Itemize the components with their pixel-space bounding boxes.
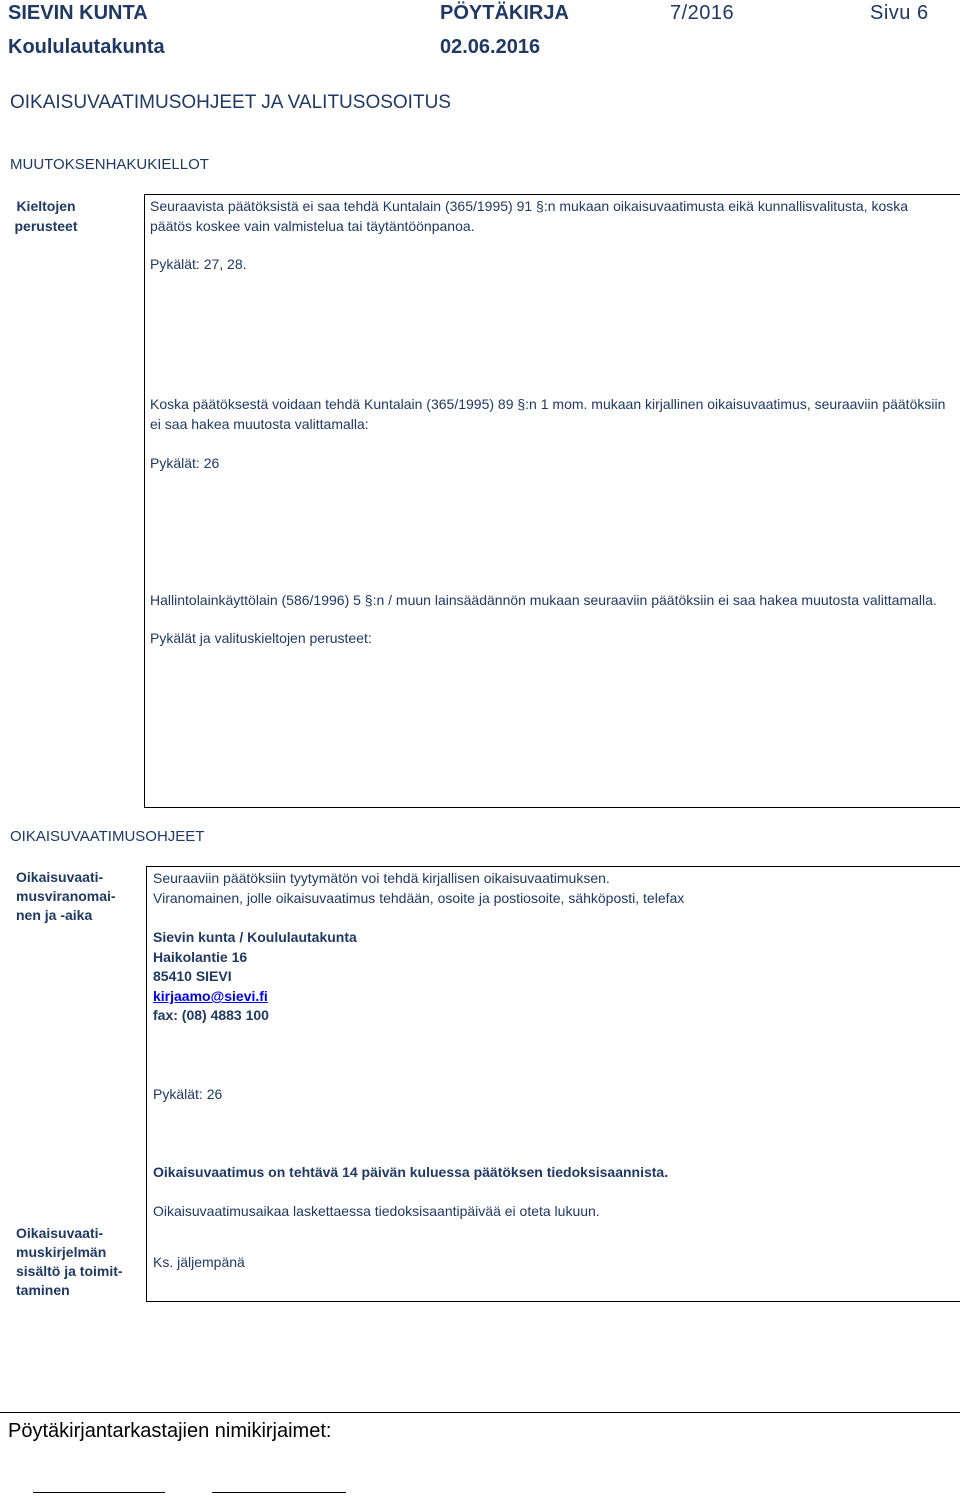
committee-name: Koululautakunta [8, 36, 165, 58]
authority-label-line: nen ja -aika [16, 907, 93, 923]
bans-p2-sections: Pykälät: 26 [150, 455, 220, 471]
authority-label-line: Oikaisuvaati- [16, 869, 104, 885]
email-link[interactable]: kirjaamo@sievi.fi [153, 988, 268, 1004]
bans-p1-line: Seuraavista päätöksistä ei saa tehdä Kuntalain (365/1995) 91 §:n mukaan oikaisuvaatimusta eikä kunnallisvalitusta, koska [150, 198, 909, 214]
bans-p3-line: Hallintolainkäyttölain (586/1996) 5 §:n / muun lainsäädännön mukaan seuraaviin päätöksiin ei saa hakea muutosta valittamalla. [150, 592, 937, 608]
bans-heading: MUUTOKSENHAKUKIELLOT [10, 156, 209, 173]
claim-content-label-line: muskirjelmän [16, 1244, 107, 1260]
authority-label-line: musviranomai- [16, 888, 116, 904]
org-name: SIEVIN KUNTA [8, 2, 148, 24]
meeting-date: 02.06.2016 [440, 36, 541, 58]
doc-type: PÖYTÄKIRJA [440, 2, 569, 24]
signature-line [33, 1492, 165, 1493]
authority-fax: fax: (08) 4883 100 [153, 1007, 269, 1023]
claim-content-label-line: taminen [16, 1282, 70, 1298]
deadline-note: Oikaisuvaatimusaikaa laskettaessa tiedoksisaantipäivää ei oteta lukuun. [153, 1203, 600, 1219]
bans-p1-line: päätös koskee vain valmistelua tai täytäntöönpanoa. [150, 218, 475, 234]
see-below-text: Ks. jäljempänä [153, 1254, 245, 1270]
bans-label [14, 196, 78, 236]
bans-label-line: perusteet [14, 218, 78, 234]
bans-p2-line: Koska päätöksestä voidaan tehdä Kuntalain (365/1995) 89 §:n 1 mom. mukaan kirjallinen oikaisuvaatimus, seuraaviin päätöksiin [150, 396, 946, 412]
instructions-line: Viranomainen, jolle oikaisuvaatimus tehdään, osoite ja postiosoite, sähköposti, telefax [153, 890, 685, 906]
bans-p2-line: ei saa hakea muutosta valittamalla: [150, 416, 369, 432]
claim-content-label-line: Oikaisuvaati- [16, 1225, 104, 1241]
signature-line [212, 1492, 346, 1493]
deadline-text: Oikaisuvaatimus on tehtävä 14 päivän kuluessa päätöksen tiedoksisaannista. [153, 1164, 669, 1180]
claim-content-label-line: sisältö ja toimit- [16, 1263, 123, 1279]
page-title: OIKAISUVAATIMUSOHJEET JA VALITUSOSOITUS [10, 92, 451, 113]
bans-label-line: Kieltojen [16, 198, 76, 214]
doc-number: 7/2016 [670, 2, 735, 24]
claim-content-label [16, 1224, 123, 1300]
authority-street: Haikolantie 16 [153, 949, 248, 965]
footer-divider [0, 1412, 960, 1413]
instructions-heading: OIKAISUVAATIMUSOHJEET [10, 828, 205, 845]
authority-email[interactable] [153, 986, 268, 1006]
bans-p3-sections: Pykälät ja valituskieltojen perusteet: [150, 630, 372, 646]
page-number: Sivu 6 [870, 2, 929, 24]
instructions-line: Seuraaviin päätöksiin tyytymätön voi tehdä kirjallisen oikaisuvaatimuksen. [153, 870, 610, 886]
instructions-sections: Pykälät: 26 [153, 1086, 223, 1102]
authority-postcode: 85410 SIEVI [153, 968, 232, 984]
bans-p1-sections: Pykälät: 27, 28. [150, 256, 247, 272]
authority-name: Sievin kunta / Koululautakunta [153, 929, 357, 945]
bans-box [144, 194, 960, 808]
initials-label: Pöytäkirjantarkastajien nimikirjaimet: [8, 1420, 332, 1442]
authority-label [16, 868, 116, 925]
